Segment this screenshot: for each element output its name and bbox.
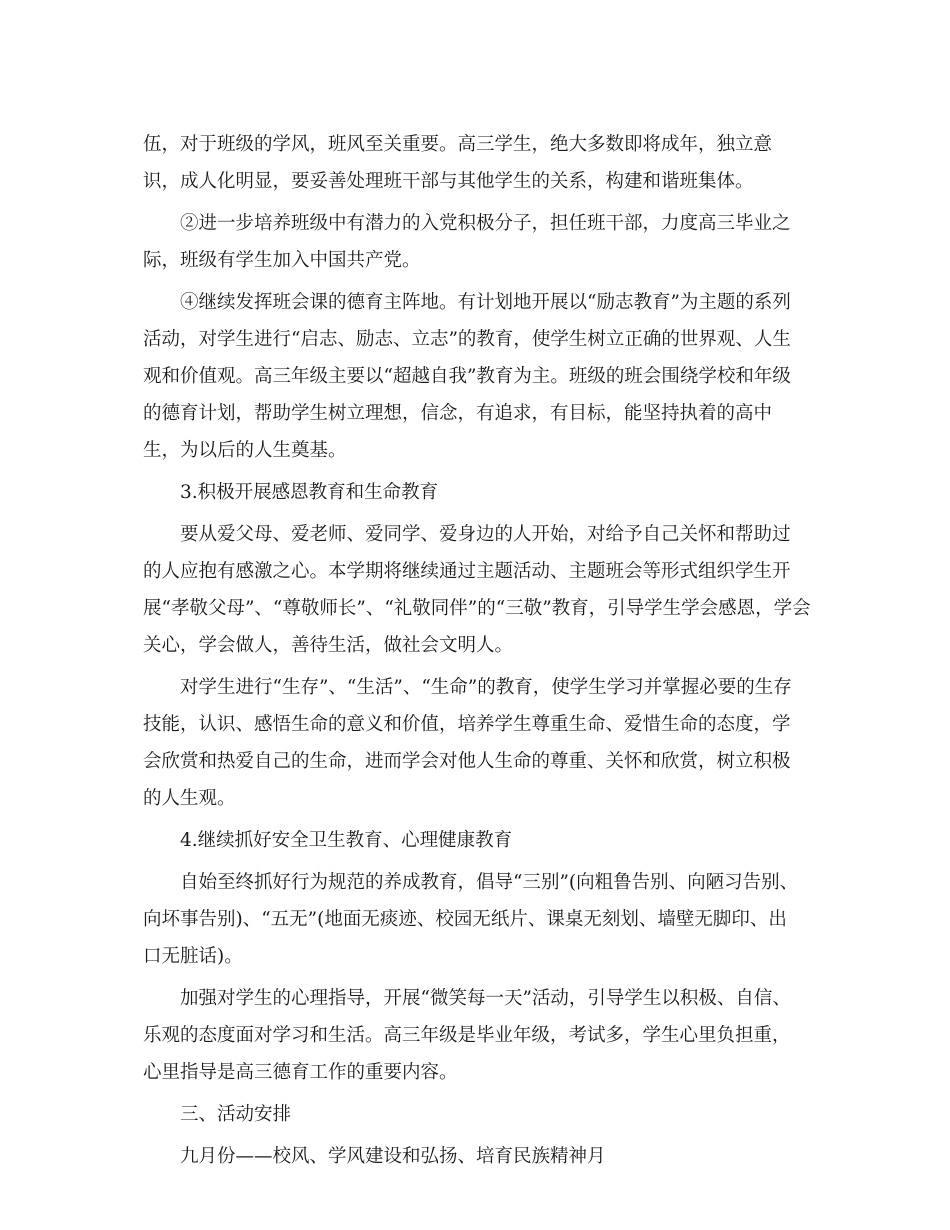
paragraph-class-meeting: ④继续发挥班会课的德育主阵地。有计划地开展以“励志教育”为主题的系列 活动，对学生进行“启志、励志、立志”的教育，使学生树立正确的世界观、人生 观和价值观。高三年级主要以“超越自我”教育为主。班级的班会围绕学校和年级 的德育计划，帮助学生树立理想，信念，有追求，有目标，能坚持执着的高中 生，为以后的人生奠基。 xyxy=(143,292,791,461)
section-heading-activities: 三、活动安排 xyxy=(180,1104,292,1125)
paragraph-continuation: 伍，对于班级的学风，班风至关重要。高三学生，绝大多数即将成年，独立意 识，成人化明显，要妥善处理班干部与其他学生的关系，构建和谐班集体。 xyxy=(143,134,773,192)
paragraph-september: 九月份——校风、学风建设和弘扬、培育民族精神月 xyxy=(180,1146,606,1167)
paragraph-party-members: ②进一步培养班级中有潜力的入党积极分子，担任班干部，力度高三毕业之 际，班级有学生加入中国共产党。 xyxy=(143,213,791,271)
section-heading-safety-health: 4.继续抓好安全卫生教育、心理健康教育 xyxy=(180,830,513,851)
paragraph-behavior-norms: 自始至终抓好行为规范的养成教育，倡导“三别”(向粗鲁告别、向陋习告别、 向坏事告别)、“五无”(地面无痰迹、校园无纸片、课桌无刻划、墙壁无脚印、出 口无脏话)。 xyxy=(143,872,799,967)
paragraph-life-education: 对学生进行“生存”、“生活”、“生命”的教育，使学生学习并掌握必要的生存 技能，认识、感悟生命的意义和价值，培养学生尊重生命、爱惜生命的态度，学 会欣赏和热爱自己的生命，进而学会对他人生命的尊重、关怀和欣赏，树立积极 的人生观。 xyxy=(143,677,792,809)
paragraph-psychology: 加强对学生的心理指导，开展“微笑每一天”活动，引导学生以积极、自信、 乐观的态度面对学习和生活。高三年级是毕业年级，考试多，学生心里负担重， 心里指导是高三德育工作的重要内容。 xyxy=(143,988,791,1083)
section-heading-gratitude-life: 3.积极开展感恩教育和生命教育 xyxy=(180,482,439,503)
document-body xyxy=(143,126,813,1180)
paragraph-gratitude: 要从爱父母、爱老师、爱同学、爱身边的人开始，对给予自己关怀和帮助过 的人应抱有感激之心。本学期将继续通过主题活动、主题班会等形式组织学生开 展“孝敬父母”、“尊敬师长”、“礼敬同伴”的“三敬”教育，引导学生学会感恩，学会 关心，学会做人，善待生活，做社会文明人。 xyxy=(143,524,811,656)
